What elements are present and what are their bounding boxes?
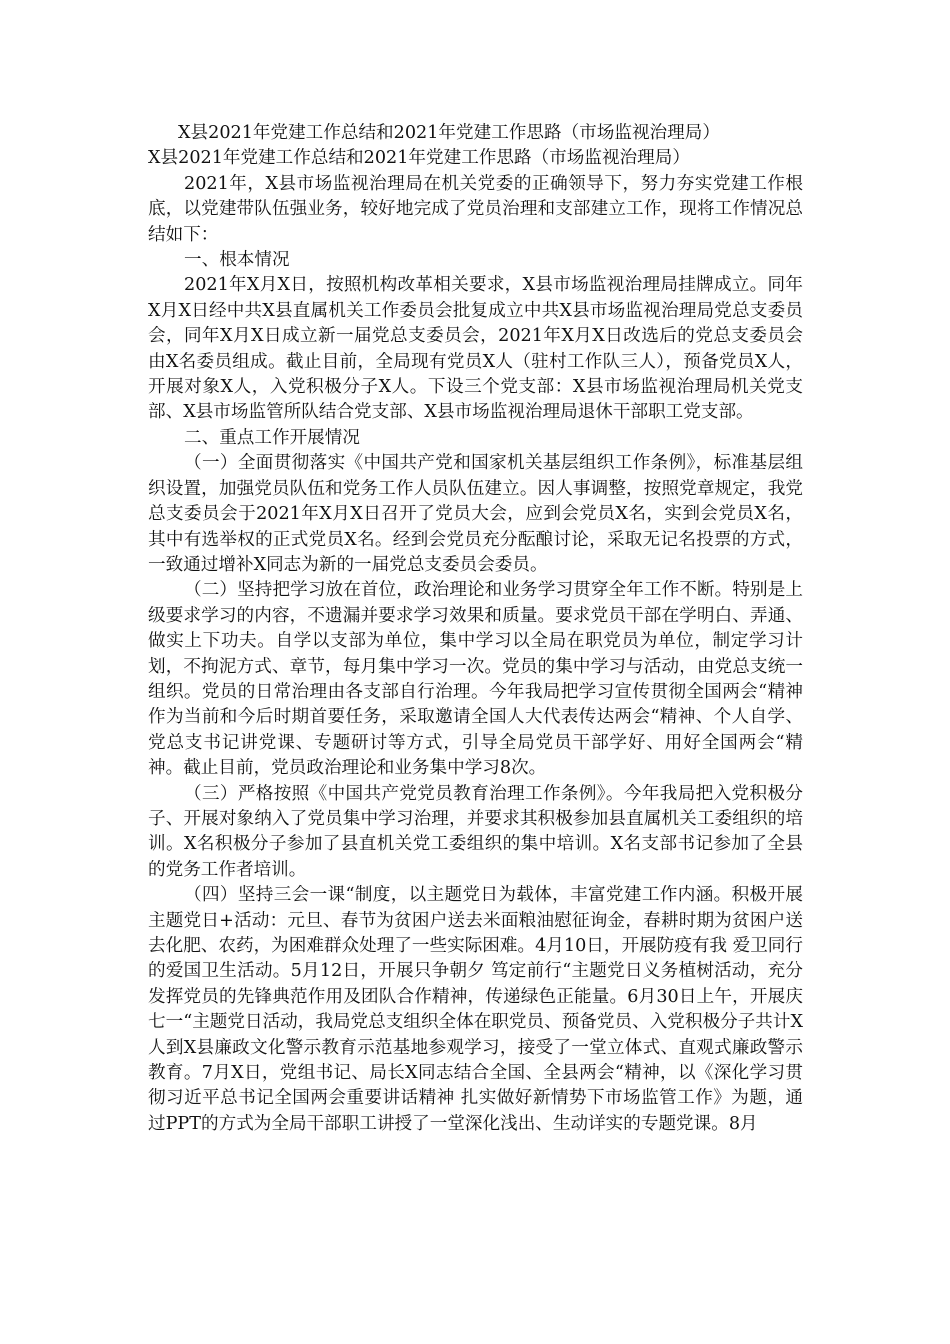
intro-paragraph: 2021年，X县市场监视治理局在机关党委的正确领导下，努力夯实党建工作根底，以党建带队伍强业务，较好地完成了党员治理和支部建立工作，现将工作情况总结如下：: [148, 173, 803, 245]
key-work-item-4: （四）坚持三会一课“制度，以主题党日为载体，丰富党建工作内涵。积极开展主题党日+活动：元旦、春节为贫困户送去米面粮油慰征询金，春耕时期为贫困户送去化肥、农药，为困难群众处理了一些实际困难。4月10日，开展防疫有我 爱卫同行的爱国卫生活动。5月12日，开展只争朝夕 笃定前行“主题党日义务植树活动，充分发挥党员的先锋典范作用及团队合作精神，传递绿色正能量。6月30日上午，开展庆七一“主题党日活动，我局党总支组织全体在职党员、预备党员、入党积极分子共计X人到X县廉政文化警示教育示范基地参观学习，接受了一堂立体式、直观式廉政警示教育。7月X日，党组书记、局长X同志结合全国、全县两会“精神，以《深化学习贯彻习近平总书记全国两会重要讲话精神 扎实做好新情势下市场监管工作》为题，通过PPT的方式为全局干部职工讲授了一堂深化浅出、生动详实的专题党课。8月: [148, 885, 803, 1134]
document-subtitle: X县2021年党建工作总结和2021年党建工作思路（市场监视治理局）: [148, 148, 690, 169]
basic-situation-paragraph: 2021年X月X日，按照机构改革相关要求，X县市场监视治理局挂牌成立。同年X月X日经中共X县直属机关工作委员会批复成立中共X县市场监视治理局党总支委员会，同年X月X日成立新一届党总支委员会，2021年X月X日改选后的党总支委员会由X名委员组成。截止目前，全局现有党员X人（驻村工作队三人），预备党员X人，开展对象X人，入党积极分子X人。下设三个党支部：X县市场监视治理局机关党支部、X县市场监管所队结合党支部、X县市场监视治理局退休干部职工党支部。: [148, 275, 803, 423]
section-heading-basic-situation: 一、根本情况: [184, 250, 290, 271]
section-heading-key-work: 二、重点工作开展情况: [184, 427, 360, 448]
key-work-item-2: （二）坚持把学习放在首位，政治理论和业务学习贯穿全年工作不断。特别是上级要求学习的内容，不遗漏并要求学习效果和质量。要求党员干部在学明白、弄通、做实上下功夫。自学以支部为单位，集中学习以全局在职党员为单位，制定学习计划，不拘泥方式、章节，每月集中学习一次。党员的集中学习与活动，由党总支统一组织。党员的日常治理由各支部自行治理。今年我局把学习宣传贯彻全国两会“精神作为当前和今后时期首要任务，采取邀请全国人大代表传达两会“精神、个人自学、党总支书记讲党课、专题研讨等方式，引导全局党员干部学好、用好全国两会“精神。截止目前，党员政治理论和业务集中学习8次。: [148, 580, 803, 779]
key-work-item-1: （一）全面贯彻落实《中国共产党和国家机关基层组织工作条例》，标准基层组织设置，加强党员队伍和党务工作人员队伍建立。因人事调整，按照党章规定，我党总支委员会于2021年X月X日召开了党员大会，应到会党员X名，实到会党员X名，其中有选举权的正式党员X名。经到会党员充分酝酿讨论，采取无记名投票的方式，一致通过增补X同志为新的一届党总支委员会委员。: [148, 453, 803, 575]
document-title: X县2021年党建工作总结和2021年党建工作思路（市场监视治理局）: [178, 123, 720, 143]
key-work-item-3: （三）严格按照《中国共产党党员教育治理工作条例》。今年我局把入党积极分子、开展对象纳入了党员集中学习治理，并要求其积极参加县直属机关工委组织的培训。X名积极分子参加了县直机关党工委组织的集中培训。X名支部书记参加了全县的党务工作者培训。: [148, 783, 803, 880]
document-page: [148, 121, 803, 1137]
